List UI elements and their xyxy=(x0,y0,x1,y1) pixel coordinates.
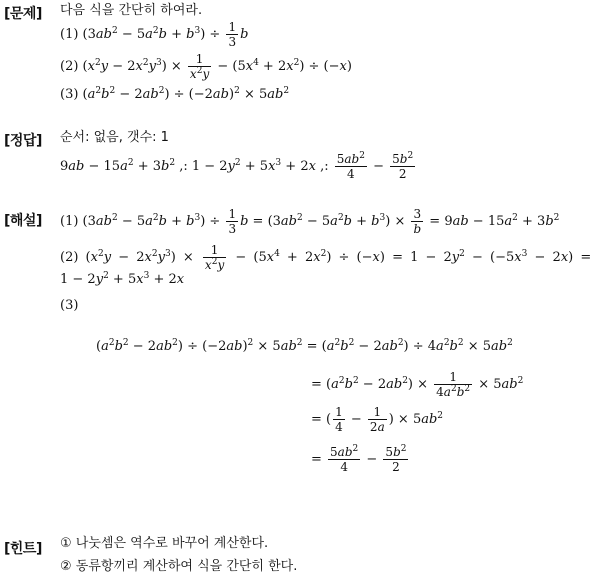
fraction: $\frac{5ab^2}{4}$ xyxy=(330,444,359,474)
fraction: $\frac{1}{x^2y}$ xyxy=(204,243,225,272)
problem-tag: [문제] xyxy=(4,6,42,22)
solution-3-step-2: = $(a^2b^2 - 2ab^2)$ × $\frac{1}{4a^2b^2}$ × $5ab^2$ xyxy=(311,370,524,399)
fraction: $\frac{1}{x^2y}$ xyxy=(189,52,210,81)
solution-3-step-1: $(a^2b^2 - 2ab^2) \div (-2ab)^2 \times 5ab^2 = (a^2b^2 - 2ab^2) \div 4a^2b^2 \times 5ab^2$ xyxy=(96,338,513,354)
fraction: $\frac{5ab^2}{4}$ xyxy=(336,151,365,181)
fraction: $\frac{1}{4a^2b^2}$ xyxy=(436,370,471,399)
answer-tag: [정답] xyxy=(4,133,42,149)
problem-2: (2) $(x^2y - 2x^2y^3)$ × $\frac{1}{x^2y}$ − $(5x^4 + 2x^2) \div (-x)$ xyxy=(60,52,352,81)
solution-2-cont: $1 - 2y^2 + 5x^3 + 2x$ xyxy=(60,271,185,287)
solution-3-number: (3) xyxy=(60,298,79,313)
fraction: $\frac{3}{b}$ xyxy=(413,207,422,236)
solution-tag: [해설] xyxy=(4,213,42,229)
hint-tag: [힌트] xyxy=(4,541,42,557)
problem-1: (1) $(3ab^2 - 5a^2b + b^3)$ ÷ $\frac{1}{3}$ b xyxy=(60,20,249,49)
problem-3: (3) $(a^2b^2 - 2ab^2) \div (-2ab)^2 \times 5ab^2$ xyxy=(60,86,290,102)
answer-line: $9ab - 15a^2 + 3b^2$ ,: $1 - 2y^2 + 5x^3 + 2x$ ,: $\frac{5ab^2}{4}$ − $\frac{5b^2}{2}$ xyxy=(60,151,414,181)
solution-1-number: (1) xyxy=(60,214,79,229)
problem-3-number: (3) xyxy=(60,87,79,102)
solution-1: (1) $(3ab^2 - 5a^2b + b^3)$ ÷ $\frac{1}{3}$ $b = (3ab^2 - 5a^2b + b^3)$ × $\frac{3}{b}$ = $9ab - 15a^2 + 3b^2$ xyxy=(60,207,560,236)
fraction: $\frac{1}{3}$ xyxy=(228,20,237,49)
solution-3-step-4: = $\frac{5ab^2}{4}$ − $\frac{5b^2}{2}$ xyxy=(311,444,407,474)
fraction: $\frac{5b^2}{2}$ xyxy=(385,444,407,474)
hint-1: ① 나눗셈은 역수로 바꾸어 계산한다. xyxy=(60,536,269,551)
problem-1-number: (1) xyxy=(60,27,79,42)
problem-2-number: (2) xyxy=(60,59,79,74)
fraction: $\frac{1}{2a}$ xyxy=(369,405,385,434)
problem-instruction: 다음 식을 간단히 하여라. xyxy=(60,3,203,18)
fraction: $\frac{1}{3}$ xyxy=(228,207,237,236)
hint-2: ② 동류항끼리 계산하여 식을 간단히 한다. xyxy=(60,559,298,574)
solution-2: (2) $(x^2y - 2x^2y^3)$ × $\frac{1}{x^2y}$ − $(5x^4 + 2x^2) \div (-x) = 1 - 2y^2 - (-5x^3 - 2x)$ = xyxy=(60,243,592,272)
answer-summary: 순서: 없음, 갯수: 1 xyxy=(60,130,169,145)
solution-2-number: (2) xyxy=(60,250,79,265)
solution-3-step-3: = ( $\frac{1}{4}$ − $\frac{1}{2a}$ ) × $5ab^2$ xyxy=(311,405,444,434)
fraction: $\frac{1}{4}$ xyxy=(335,405,343,434)
fraction: $\frac{5b^2}{2}$ xyxy=(392,151,414,181)
